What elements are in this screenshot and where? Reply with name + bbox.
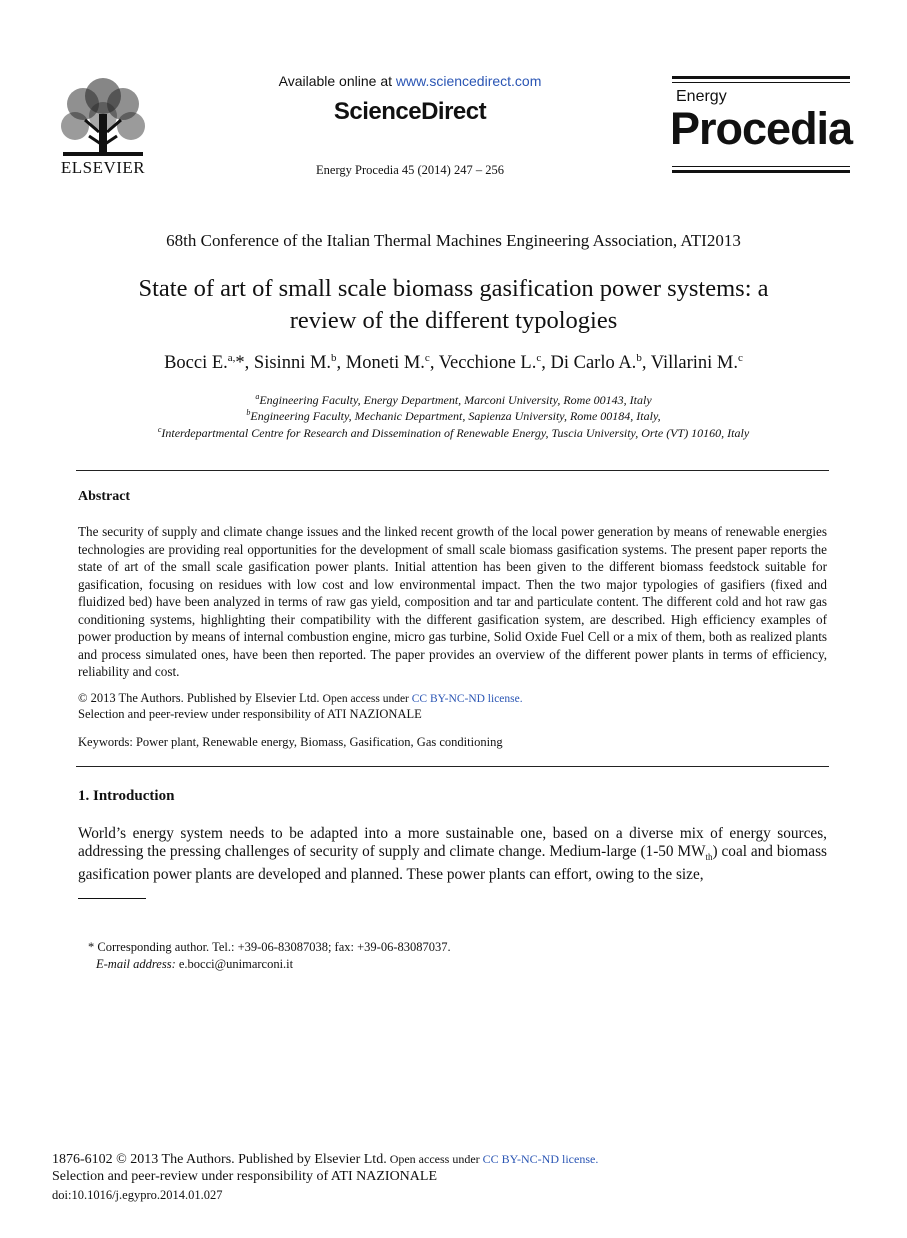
open-access-text: Open access under xyxy=(322,693,412,705)
footer-license-link[interactable]: CC BY-NC-ND license. xyxy=(482,1152,599,1166)
affiliation xyxy=(60,425,847,441)
introduction-body xyxy=(78,825,827,884)
license-link[interactable]: CC BY-NC-ND license. xyxy=(411,693,523,705)
intro-subscript: th xyxy=(705,852,713,863)
copyright-line xyxy=(78,691,523,706)
intro-text: ) coal and biomass gasification power plants are developed and planned. These power plants can effort, owing to the size, xyxy=(78,843,827,884)
email-line xyxy=(96,957,293,972)
author: Villarini M. xyxy=(650,353,739,374)
author-affil-mark: b xyxy=(331,352,337,364)
footer-issn-line xyxy=(52,1152,598,1168)
author: Moneti M. xyxy=(345,353,425,374)
journal-logo-rule xyxy=(672,76,850,79)
section-divider xyxy=(76,470,829,471)
journal-logo-energy: Energy xyxy=(676,88,727,105)
keywords: Keywords: Power plant, Renewable energy, Biomass, Gasification, Gas conditioning xyxy=(78,735,503,749)
intro-text: World’s energy system needs to be adapted into a more sustainable one, based on a diverse mix of energy sources, addressing the pressing challenges of security of supply and climate change. Medium-large (1-50 MW xyxy=(78,825,827,860)
journal-logo-rule xyxy=(672,166,850,167)
author-affil-mark: b xyxy=(636,352,642,364)
footer-open-access: Open access under xyxy=(386,1152,483,1166)
paper-title-line: State of art of small scale biomass gasification power systems: a xyxy=(138,275,769,302)
author-list: Bocci E.$^{a,}$*, Sisinni M.$^b$, Moneti M.$^c$, Vecchione L.$^c$, Di Carlo A.$^b$, Villarini M.$^c$ xyxy=(164,352,743,374)
available-prefix: Available online at xyxy=(278,73,396,89)
corresponding-author-note: * Corresponding author. Tel.: +39-06-83087038; fax: +39-06-83087037. xyxy=(88,940,451,954)
author-affil-mark: c xyxy=(536,352,542,364)
copyright-text: © 2013 The Authors. Published by Elsevier Ltd. xyxy=(78,691,320,705)
author-affil-mark: a, xyxy=(227,352,236,364)
corresponding-star: * xyxy=(235,353,245,374)
publisher-name: ELSEVIER xyxy=(60,158,146,177)
affiliation-text: Interdepartmental Centre for Research and Dissemination of Renewable Energy, Tuscia University, Orte (VT) 10160, Italy xyxy=(161,426,750,440)
affiliation-text: Engineering Faculty, Energy Department, Marconi University, Rome 00143, Italy xyxy=(259,393,652,407)
journal-logo-procedia: Procedia xyxy=(670,103,853,154)
sciencedirect-link[interactable]: www.sciencedirect.com xyxy=(395,73,542,89)
affiliation-mark: c xyxy=(157,425,162,434)
journal-logo-rule xyxy=(672,170,850,173)
introduction-heading: 1. Introduction xyxy=(78,788,175,804)
email-address: e.bocci@unimarconi.it xyxy=(175,957,294,971)
author: Bocci E. xyxy=(164,353,228,374)
author: Di Carlo A. xyxy=(550,353,637,374)
footer-doi[interactable]: doi:10.1016/j.egypro.2014.01.027 xyxy=(52,1188,223,1202)
footer-peer-review: Selection and peer-review under responsibility of ATI NAZIONALE xyxy=(52,1169,437,1184)
email-label: E-mail address: xyxy=(96,957,176,971)
affiliation xyxy=(60,392,847,408)
author-affil-mark: c xyxy=(424,352,430,364)
affiliation-mark: b xyxy=(246,408,251,417)
affiliation-mark: a xyxy=(255,392,260,401)
affiliation xyxy=(60,408,847,424)
footer-copyright: 1876-6102 © 2013 The Authors. Published by Elsevier Ltd. xyxy=(52,1152,387,1167)
journal-logo-rule xyxy=(672,82,850,83)
available-online xyxy=(250,73,570,89)
sciencedirect-logo-text: ScienceDirect xyxy=(333,98,487,125)
author: Vecchione L. xyxy=(438,353,537,374)
author-affil-mark: c xyxy=(738,352,743,364)
abstract-heading: Abstract xyxy=(78,489,131,504)
affiliation-text: Engineering Faculty, Mechanic Department, Sapienza University, Rome 00184, Italy, xyxy=(250,409,661,423)
conference-name: 68th Conference of the Italian Thermal Machines Engineering Association, ATI2013 xyxy=(166,231,741,250)
peer-review-line: Selection and peer-review under responsibility of ATI NAZIONALE xyxy=(78,707,422,721)
footnote-rule xyxy=(78,898,146,899)
abstract-body: The security of supply and climate change issues and the linked recent growth of the local power generation by means of renewable energies technologies are providing real opportunities for the development of small scale biomass gasification systems. The present paper reports the state of art of the small scale gasification power plants. Initial attention has been given to the different biomass feedstock suitable for gasification, focusing on residues with low cost and low environmental impact. Then the two major typologies of gasifiers (fixed and fluidized bed) have been analyzed in terms of raw gas yield, composition and tar and particulate content. The different cold and hot raw gas conditioning systems, highlighting their compatibility with the different gasification system, are described. High efficiency examples of power production by means of internal combustion engine, micro gas turbine, Solid Oxide Fuel Cell or a mix of them, both as realized plants and process simulated ones, have been then reported. The paper provides an overview of the different power plants in terms of efficiency, reliability and cost. xyxy=(78,524,827,679)
paper-title-line: review of the different typologies xyxy=(289,307,618,334)
paper-title xyxy=(90,273,817,337)
author: Sisinni M. xyxy=(253,353,332,374)
journal-reference: Energy Procedia 45 (2014) 247 – 256 xyxy=(316,163,504,177)
section-divider xyxy=(76,766,829,767)
